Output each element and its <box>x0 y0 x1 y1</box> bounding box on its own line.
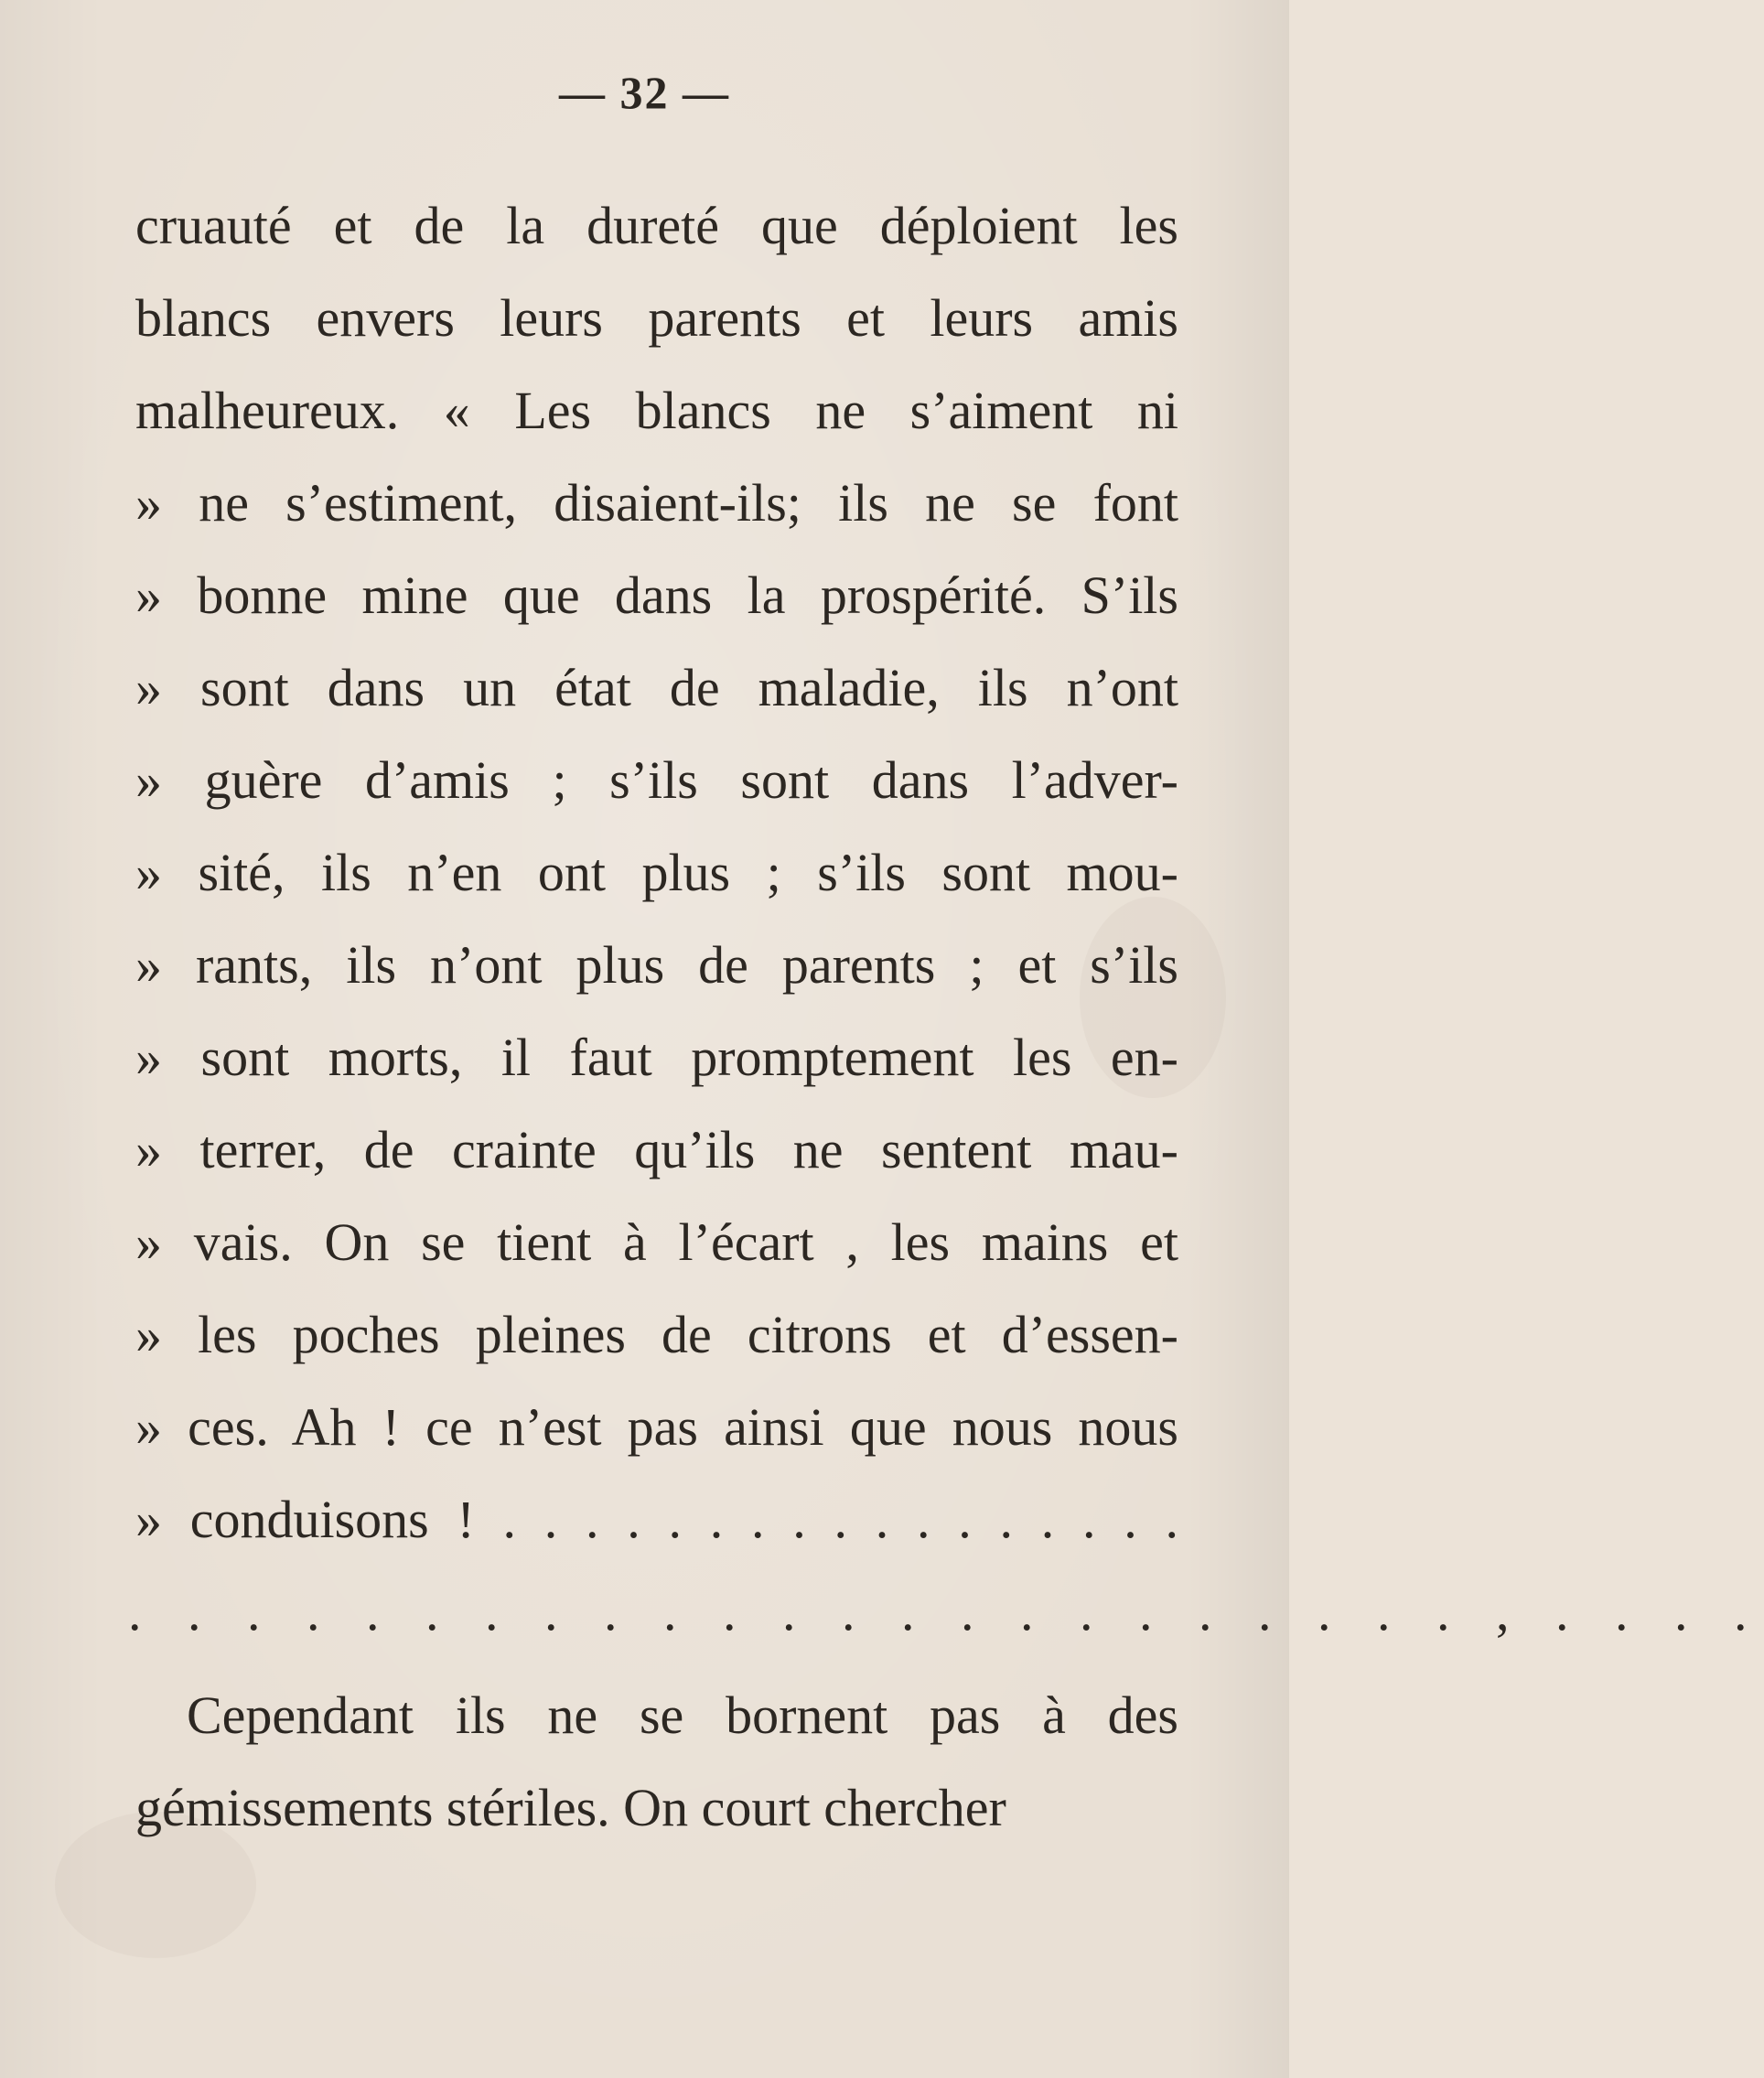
text-line: » ne s’estiment, disaient-ils; ils ne se font <box>135 473 1178 533</box>
body-text <box>128 179 1764 1854</box>
text-line: blancs envers leurs parents et leurs amis <box>135 288 1178 348</box>
text-line: cruauté et de la dureté que déploient les <box>135 196 1178 255</box>
text-line: » sont dans un état de maladie, ils n’ont <box>135 658 1178 717</box>
paragraph-gap <box>135 1658 1178 1669</box>
text-line: » ces. Ah ! ce n’est pas ainsi que nous nous <box>135 1397 1178 1457</box>
text-line: » sité, ils n’en ont plus ; s’ils sont mou- <box>135 843 1178 902</box>
text-line: malheureux. « Les blancs ne s’aiment ni <box>135 381 1178 440</box>
text-line: » terrer, de crainte qu’ils ne sentent mau- <box>135 1120 1178 1179</box>
text-line: gémissements stériles. On court chercher <box>135 1778 1006 1837</box>
text-line: » guère d’amis ; s’ils sont dans l’adver- <box>135 750 1178 810</box>
page-number: — 32 — <box>559 67 730 118</box>
text-line: » sont morts, il faut promptement les en- <box>135 1028 1178 1087</box>
text-line: » bonne mine que dans la prospérité. S’ils <box>135 565 1178 625</box>
text-line: Cependant ils ne se bornent pas à des <box>187 1685 1178 1745</box>
text-line: » rants, ils n’ont plus de parents ; et s’ils <box>135 935 1178 995</box>
text-line: » les poches pleines de citrons et d’essen- <box>135 1305 1178 1364</box>
text-line: » vais. On se tient à l’écart , les mains et <box>135 1212 1178 1272</box>
ellipsis-line: . . . . . . . . . . . . . . . . . . . . . . . , . . . . <box>128 1582 1764 1642</box>
text-line: » conduisons ! . . . . . . . . . . . . . . . . . <box>135 1490 1178 1549</box>
